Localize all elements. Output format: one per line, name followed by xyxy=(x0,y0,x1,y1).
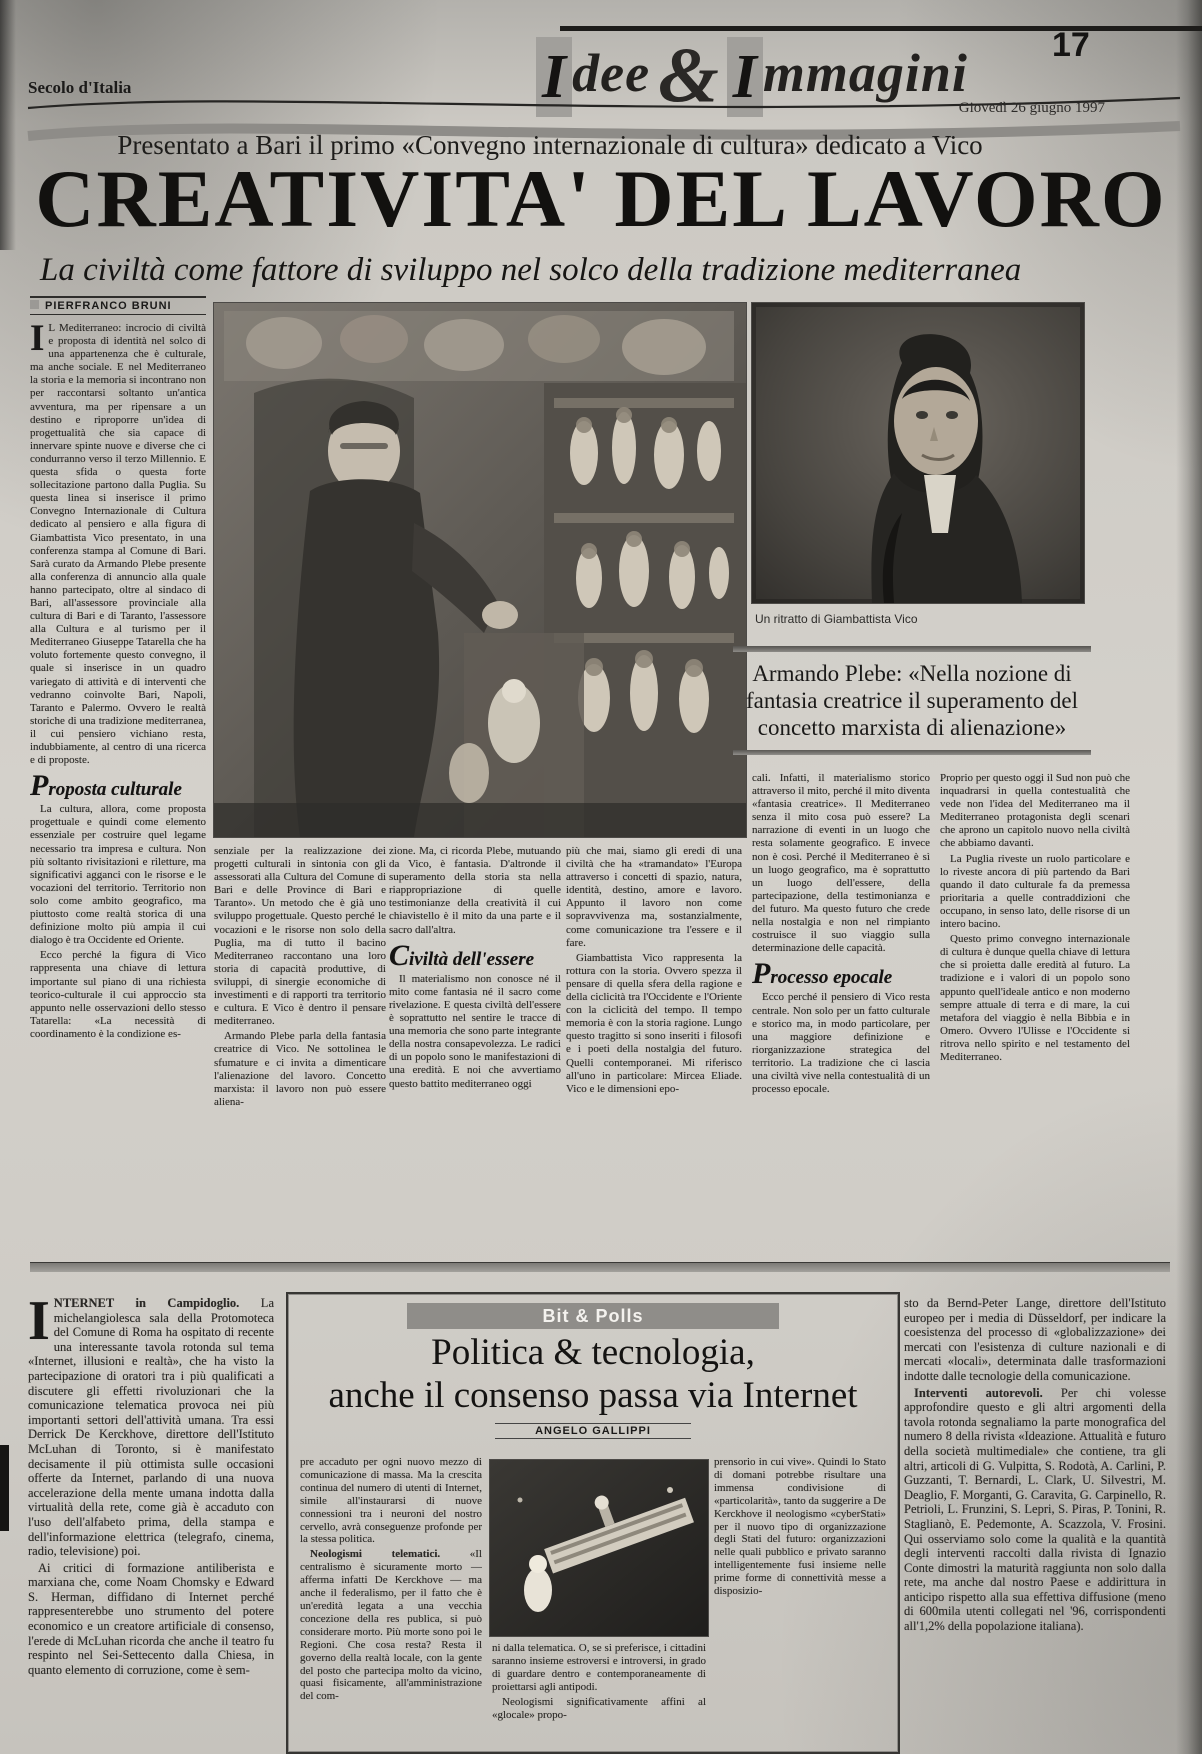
article-column-1 xyxy=(30,322,206,1254)
body-paragraph: Neologismi telematici. «Il centralismo è sicuramente morto — afferma infatti De Kerckhove — ma anche il federalismo, per il fatto che è un'eredità legata a una vecchia concezione della res publica, si può considerare morto. Più morte sono poi le Regioni. Che cosa resta? Resta il governo della realtà locale, con la gente del posto che partecipa molto da vicino, quasi fisicamente, all'amministrazione del com- xyxy=(300,1548,482,1703)
article-column-3 xyxy=(389,845,561,1145)
byline-name: ANGELO GALLIPPI xyxy=(495,1423,691,1439)
photo-satellite xyxy=(490,1460,708,1636)
bottom-column-b xyxy=(300,1456,482,1744)
body-paragraph: più che mai, siamo gli eredi di una civiltà che ha «tramandato» l'Europa attraverso i concetti di spazio, natura, identità, destino, amore e lavoro. Appunto il lavoro non come sopravvivenza ma, sostanzialmente, come comunicazione tra l'essere e il fare. xyxy=(566,845,742,949)
byline-main xyxy=(30,296,206,315)
bottom-column-right xyxy=(904,1296,1166,1748)
bottom-column-under-photo xyxy=(492,1642,706,1744)
body-paragraph: La cultura, allora, come proposta progettuale e quindi come elemento essenziale per costruire quel legame necessario tra impresa e cultura. Non più soltanto rivisitazioni e riletture, ma significativi agganci con le risorse e le vocazioni del territorio. Territorio non solo come ambito geografico, ma piuttosto come realtà storica di una definizione molto più ampia il cui dialogo è tra Occidente ed Oriente. xyxy=(30,803,206,947)
bottom-headline: Politica & tecnologia, anche il consenso passa via Internet xyxy=(328,1332,858,1416)
masthead-initial: I xyxy=(727,37,763,117)
masthead-word: mmagini xyxy=(762,43,968,103)
scan-mark xyxy=(0,1445,9,1531)
body-paragraph: prensorio in cui vive». Quindi lo Stato di domani potrebbe risultare una immensa condivisione di «particolarità», tanto da suggerire a De Kerckhove il neologismo «cyberStati» per il nuovo tipo di organizzazione degli Stati del futuro: organizzazioni nelle quali pubblico e privato saranno intelligentemente fusi insieme nelle prime forme di connettività messe a disposizio- xyxy=(714,1456,886,1598)
pull-quote-text: Armando Plebe: «Nella nozione di fantasia creatrice il superamento del concetto marxista di alienazione» xyxy=(745,661,1079,740)
article-column-5 xyxy=(752,772,930,1146)
bottom-column-left xyxy=(28,1296,274,1746)
body-paragraph: Il materialismo non conosce né il mito come fantasia né il sacro come rivelazione. E questa civiltà dell'essere è soprattutto nel sentire le tracce di una memoria che sono parte integrante della nostra consapevolezza. Le radici di un popolo sono le manifestazioni di una eredità. E noi che avvertiamo questo battito mediterraneo oggi xyxy=(389,972,561,1090)
paragraph-lead: Interventi autorevoli. xyxy=(914,1385,1043,1400)
body-paragraph: Neologismi significativamente affini al «glocale» propo- xyxy=(492,1695,706,1721)
dateline: Giovedì 26 giugno 1997 xyxy=(958,100,1105,116)
photo-vico-portrait xyxy=(752,303,1084,603)
body-paragraph: Ecco perché il pensiero di Vico resta centrale. Non solo per un fatto culturale e storico ma, in modo particolare, per una maggiore definizione e riorganizzazione strategica del territorio. La tradizione che ci lascia una civiltà vive nella contestualità di un processo epocale. xyxy=(752,991,930,1096)
page-number: 17 xyxy=(1052,26,1090,64)
article-column-4 xyxy=(566,845,742,1145)
bottom-column-c xyxy=(714,1456,886,1744)
pull-quote xyxy=(733,646,1091,755)
bottom-article-box xyxy=(286,1292,900,1754)
body-paragraph: La Puglia riveste un ruolo particolare e lo riveste ancora di più partendo da Bari quando il dato culturale fa da premessa prioritaria a quelle contraddizioni che occupano, in senso lato, delle risorse di un intero bacino. xyxy=(940,852,1130,931)
masthead-initial: I xyxy=(536,37,572,117)
main-subhead: La civiltà come fattore di sviluppo nel solco della tradizione mediterranea xyxy=(40,252,1022,288)
body-paragraph: senziale per la realizzazione dei progetti culturali in sintonia con gli assessorati alla Cultura del Comune di Bari e delle Province di Bari e Taranto». Un metodo che è già uno sviluppo progettuale. Questo perché le vocazioni e le risorse non solo della Puglia, ma di tutto il bacino Mediterraneo raccontano una loro storia di capacità produttive, di sviluppi, di sinergie economiche di investimenti e di rapporti tra territorio e cultura. E Vico è dentro il pensare mediterraneo. xyxy=(214,845,386,1028)
body-paragraph: Interventi autorevoli. Per chi volesse approfondire questo e gli altri argomenti della tavola rotonda segnaliamo la parte monografica del numero 8 della rivista «Ideazione. Attualità e futuro della società multimediale» che contiene, tra gli altri, articoli di G. Vulpitta, S. Rodotà, A. Carlini, P. Guzzanti, T. Bernardi, L. Clark, U. Silvestri, M. Deaglio, F. Morganti, G. Caravita, G. Carpinello, R. Petrioli, L. Frunzini, S. Lepri, S. Piras, P. Tonini, R. Staglianò, E. Pedemonte, A. Scazzola, V. Frosini. Qui osserviamo solo come la qualità e la quantità degli interventi raccolti dalla rivista di Ignazio Conte dimostri la maturità raggiunta non solo dalla rete, ma anche dal nostro Paese e addirittura in anticipo rispetto alla sua effettiva diffusione (meno di 600mila utenti collegati nel '96, corrispondenti all'1,2% della popolazione italiana). xyxy=(904,1385,1166,1634)
body-paragraph: Giambattista Vico rappresenta la rottura con la storia. Ovvero spezza il pensare di quella sfera della ragione e della ciclicità tra l'Occidente e l'Oriente con la ciclicità del tempo. Il tempo memoria è con la storia ragione. Lungo questo tragitto si sono inseriti i filosofi e i poeti della nostalgia del futuro. Quelli contemporanei. Mi riferisco all'uno in particolare: Mircea Eliade. Vico e le dimensioni epo- xyxy=(566,951,742,1095)
body-paragraph: INTERNET in Campidoglio. La michelangiolesca sala della Protomoteca del Comune di Roma ha ospitato di recente una interessante tavola rotonda sul tema «Internet, illusioni e realtà», che ha visto la partecipazione di oratori tra i più qualificati a discutere gli effetti rivoluzionari che la comunicazione telematica provoca nei più importanti settori dell'attività umana. Tra essi Derrick De Kerckhove, direttore dell'Istituto McLuhan di Toronto, si è manifestato decisamente il più ottimista sulle occasioni offerte da Internet, parlando di una nuova accelerazione della mente umana indotta dalla virtualità della rete, come già è accaduto con l'uso dell'alfabeto prima, della stampa e dell'informazione elettrica (telegrafo, cinema, radio, televisione) poi. xyxy=(28,1296,274,1559)
byline-marker xyxy=(30,300,39,309)
rubric-banner: Bit & Polls xyxy=(407,1303,779,1329)
newspaper-name: Secolo d'Italia xyxy=(28,78,132,97)
byline-name: PIERFRANCO BRUNI xyxy=(45,300,172,312)
portrait-caption: Un ritratto di Giambattista Vico xyxy=(755,612,918,626)
drop-cap: I xyxy=(30,322,45,359)
body-paragraph: pre accaduto per ogni nuovo mezzo di comunicazione di massa. Ma la crescita continua del numero di utenti di Internet, simile all'instaurarsi di nuove connessioni tra i neuroni del nostro cervello, avrà conseguenze profonde per la stessa politica. xyxy=(300,1456,482,1546)
article-column-2 xyxy=(214,845,386,1145)
body-paragraph: cali. Infatti, il materialismo storico attraverso il mito, perché il mito diventa «fantasia creatrice». Il Mediterraneo senza il mito cosa può essere? La narrazione di eventi in un luogo che resta solamente geografico. E invece non è così. Perché il Mediterraneo è sì un luogo geografico, ma è soprattutto un luogo dell'essere, della partecipazione, della testimonianza e del futuro. Ma questo futuro che crede nella nostalgia e non nel rimpianto costruisce il suo viaggio sulla determinazione delle capacità. xyxy=(752,772,930,955)
section-heading-processo: Processo epocale xyxy=(752,957,893,991)
section-heading-proposta: Proposta culturale xyxy=(30,769,182,803)
body-paragraph: I L Mediterraneo: incrocio di civiltà e proposta di identità nel solco di una appartenenza che è culturale, ma anche sociale. E nel Mediterraneo la storia e la memoria si incontrano non per raccontarsi soltanto un'antica avventura, ma per ripensare a un destino e riproporre un'idea di progettualità che sia capace di innervare spinte nuove e diverse che ci condurranno verso il terzo Millennio. E questa sfida o questa forte sollecitazione partono dalla Puglia. Su questa linea si inserisce il primo Convegno Internazionale di Cultura dedicato al pensiero e alla figura di Giambattista Vico presentato, in una conferenza stampa al Comune di Bari. Sarà curato da Armando Plebe presente alla conferenza di annuncio alla quale hanno partecipato, oltre al sindaco di Bari, all'assessore provinciale alla cultura di Bari e di Taranto, l'assessore alla Cultura e al turismo per il Mediterraneo Giuseppe Tatarella che ha voluto fortemente questo convegno, il quale si inserisce in un quadro variegato di attività e di interventi che vedranno coinvolte Bari, Napoli, Taranto e Palermo. Ovvero le realtà storiche di una tradizione mediterranea, il cui pensiero vichiano resta, indubbiamente, al centro di una ricerca e di proposte. xyxy=(30,322,206,767)
photo-sculpture-workshop xyxy=(214,303,746,837)
body-paragraph: Ecco perché la figura di Vico rappresenta una chiave di lettura importante sul piano di una richiesta teorico-culturale il cui approccio sta appunto nelle osservazioni dello stesso Tatarella: «La necessità di coordinamento è la condizione es- xyxy=(30,949,206,1040)
paragraph-lead: NTERNET in Campidoglio. xyxy=(53,1296,240,1310)
drop-cap: I xyxy=(28,1296,50,1352)
main-headline: CREATIVITA' DEL LAVORO xyxy=(35,153,1167,244)
section-heading-civilta: Civiltà dell'essere xyxy=(389,938,535,972)
body-paragraph: Questo primo convegno internazionale di cultura è dunque quella chiave di lettura che si proietta dalle eredità al futuro. La tradizione e i valori di un popolo sono appunto quell'ideale antico e non moderno sempre attuale di terra e di mare, la cui metafora del viaggio è nella Bibbia e in Omero. Ovvero l'Ulisse e l'Occidente si ritrova nello spirito e nel testamento del Mediterraneo. xyxy=(940,933,1130,1063)
body-paragraph: sto da Bernd-Peter Lange, direttore dell'Istituto europeo per i media di Düsseldorf, per indicare la coesistenza del processo di «globalizzazione» dei mercati con l'esistenza di culture nazionali e di mercati «locali», determinata dalle trasformazioni indotte dalle tecnologie della comunicazione. xyxy=(904,1296,1166,1383)
body-paragraph: Armando Plebe parla della fantasia creatrice di Vico. Ne sottolinea le sfumature e ci invita a dimenticare l'alienazione del lavoro. Concetto marxista: il lavoro non può essere aliena- xyxy=(214,1030,386,1108)
body-paragraph: zione. Ma, ci ricorda Plebe, mutuando da Vico, è fantasia. D'altronde il superamento della storia sta nella riappropriazione di quelle testimonianze della creatività il cui chiavistello è il mito da una parte e il sacro dall'altra. xyxy=(389,845,561,936)
body-paragraph: Ai critici di formazione antiliberista e marxiana che, come Noam Chomsky e Edward S. Herman, diffidano di Internet perché rappresenterebbe uno strumento del potere economico e un creatore artificiale di consenso, l'erede di McLuhan ricorda che anche il teatro fu respinto nel Sei-Settecento dalla Chiesa, in quanto elemento di corruzione, come è sem- xyxy=(28,1560,274,1677)
article-column-6 xyxy=(940,772,1130,1146)
article-separator-rule xyxy=(30,1262,1170,1272)
body-paragraph: ni dalla telematica. O, se si preferisce, i cittadini saranno insieme estroversi e introversi, in grado di guardare dentro e contemporaneamente di proiettarsi agli antipodi. xyxy=(492,1642,706,1693)
masthead-ampersand: & xyxy=(658,31,719,118)
pull-quote-rule-bottom xyxy=(733,750,1091,755)
byline-bottom xyxy=(288,1421,898,1439)
masthead-word: dee xyxy=(572,43,651,103)
scan-edge-right xyxy=(1176,0,1202,1754)
kicker: Presentato a Bari il primo «Convegno internazionale di cultura» dedicato a Vico xyxy=(117,130,983,160)
paragraph-lead: Neologismi telematici. xyxy=(310,1548,441,1561)
body-paragraph: Proprio per questo oggi il Sud non può che inquadrarsi in quella contestualità che vede non l'idea del Mediterraneo ma il Mediterraneo protagonista degli scenari che aprono un capitolo nuovo nella civiltà che abbiamo davanti. xyxy=(940,772,1130,850)
